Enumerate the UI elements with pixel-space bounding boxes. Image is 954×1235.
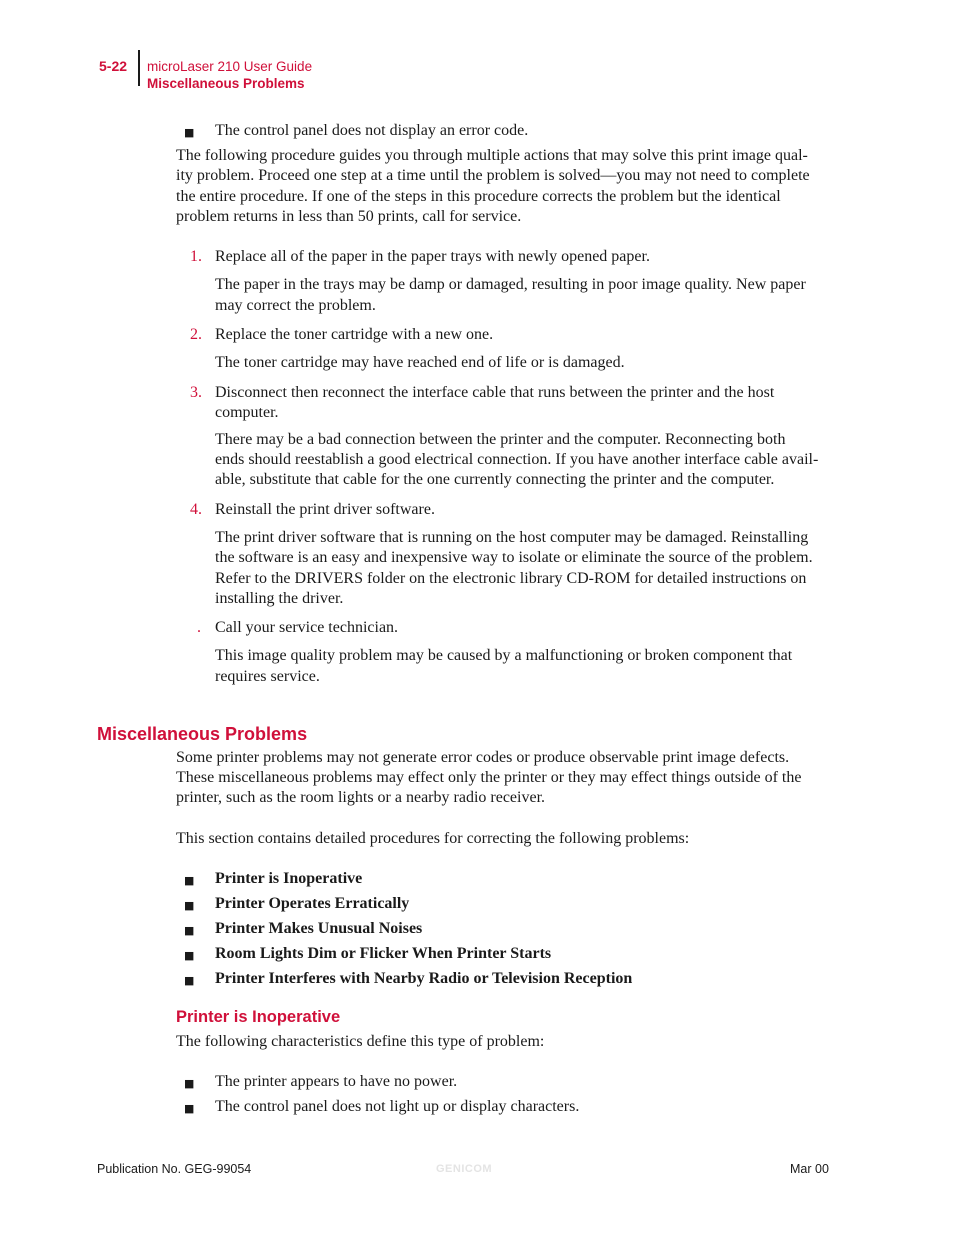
misc-problems-heading: Miscellaneous Problems <box>97 724 308 744</box>
bullet-icon: ■ <box>184 126 195 139</box>
step-number: . <box>197 619 201 636</box>
publication-number: Publication No. GEG-99054 <box>97 1162 252 1176</box>
step-explanation-line: requires service. <box>215 668 320 685</box>
step-action: Call your service technician. <box>215 619 399 636</box>
step-number: 2. <box>190 326 202 343</box>
characteristic-text: The printer appears to have no power. <box>215 1073 458 1090</box>
step-explanation-line: Refer to the DRIVERS folder on the electronic library CD-ROM for detailed instructions on <box>215 570 807 587</box>
step-action: Replace the toner cartridge with a new one. <box>215 326 494 343</box>
intro-line: the entire procedure. If one of the steps in this procedure corrects the problem but the identical <box>176 188 781 205</box>
misc-paragraph-line: These miscellaneous problems may effect only the printer or they may effect things outside of the <box>176 769 802 786</box>
step-number: 4. <box>190 501 202 518</box>
step-action-line: Disconnect then reconnect the interface cable that runs between the printer and the host <box>215 384 775 401</box>
guide-title: microLaser 210 User Guide <box>147 59 313 74</box>
step-number: 1. <box>190 248 202 265</box>
characteristic-text: The control panel does not light up or display characters. <box>215 1098 580 1115</box>
step-explanation-line: the software is an easy and inexpensive way to isolate or eliminate the source of the problem. <box>215 549 813 566</box>
step-number: 3. <box>190 384 202 401</box>
inoperative-intro: The following characteristics define this type of problem: <box>176 1033 545 1050</box>
intro-line: problem returns in less than 50 prints, call for service. <box>176 208 522 225</box>
bullet-icon: ■ <box>184 974 195 987</box>
problem-link-text: Printer Operates Erratically <box>215 895 410 912</box>
bullet-icon: ■ <box>184 949 195 962</box>
printer-inoperative-heading: Printer is Inoperative <box>176 1008 341 1026</box>
misc-paragraph-line: Some printer problems may not generate error codes or produce observable print image defects. <box>176 749 790 766</box>
step-explanation-line: There may be a bad connection between the printer and the computer. Reconnecting both <box>215 431 786 448</box>
bullet-icon: ■ <box>184 899 195 912</box>
bullet-icon: ■ <box>184 1077 195 1090</box>
misc-paragraph-line: printer, such as the room lights or a nearby radio receiver. <box>176 789 546 806</box>
step-explanation-line: ends should reestablish a good electrical connection. If you have another interface cable avail- <box>215 451 819 468</box>
step-explanation-line: The print driver software that is running on the host computer may be damaged. Reinstalling <box>215 529 809 546</box>
intro-line: ity problem. Proceed one step at a time until the problem is solved—you may not need to complete <box>176 167 810 184</box>
running-section-title: Miscellaneous Problems <box>147 76 305 91</box>
bullet-icon: ■ <box>184 924 195 937</box>
genicom-logo: GENICOM <box>436 1163 493 1175</box>
problem-link-text: Printer Makes Unusual Noises <box>215 920 423 937</box>
step-explanation-line: The paper in the trays may be damp or damaged, resulting in poor image quality. New paper <box>215 276 806 293</box>
contents-intro: This section contains detailed procedures for correcting the following problems: <box>176 830 690 847</box>
header-divider <box>138 50 140 86</box>
step-explanation-line: may correct the problem. <box>215 297 376 314</box>
problem-link-text: Room Lights Dim or Flicker When Printer Starts <box>215 945 552 962</box>
step-explanation-line: This image quality problem may be caused by a malfunctioning or broken component that <box>215 647 793 664</box>
publication-date: Mar 00 <box>790 1162 829 1176</box>
problem-link-text: Printer Interferes with Nearby Radio or Television Reception <box>215 970 633 987</box>
step-explanation-line: The toner cartridge may have reached end of life or is damaged. <box>215 354 625 371</box>
problem-link-text: Printer is Inoperative <box>215 870 363 887</box>
bullet-icon: ■ <box>184 874 195 887</box>
step-action-line: computer. <box>215 404 279 421</box>
step-action: Reinstall the print driver software. <box>215 501 435 518</box>
step-explanation-line: installing the driver. <box>215 590 344 607</box>
intro-line: The following procedure guides you through multiple actions that may solve this print image qual- <box>176 147 808 164</box>
bullet-icon: ■ <box>184 1102 195 1115</box>
step-action: Replace all of the paper in the paper trays with newly opened paper. <box>215 248 650 265</box>
top-bullet-text: The control panel does not display an error code. <box>215 122 529 139</box>
step-explanation-line: able, substitute that cable for the one currently connecting the printer and the computer. <box>215 471 775 488</box>
page-number: 5-22 <box>99 58 128 74</box>
